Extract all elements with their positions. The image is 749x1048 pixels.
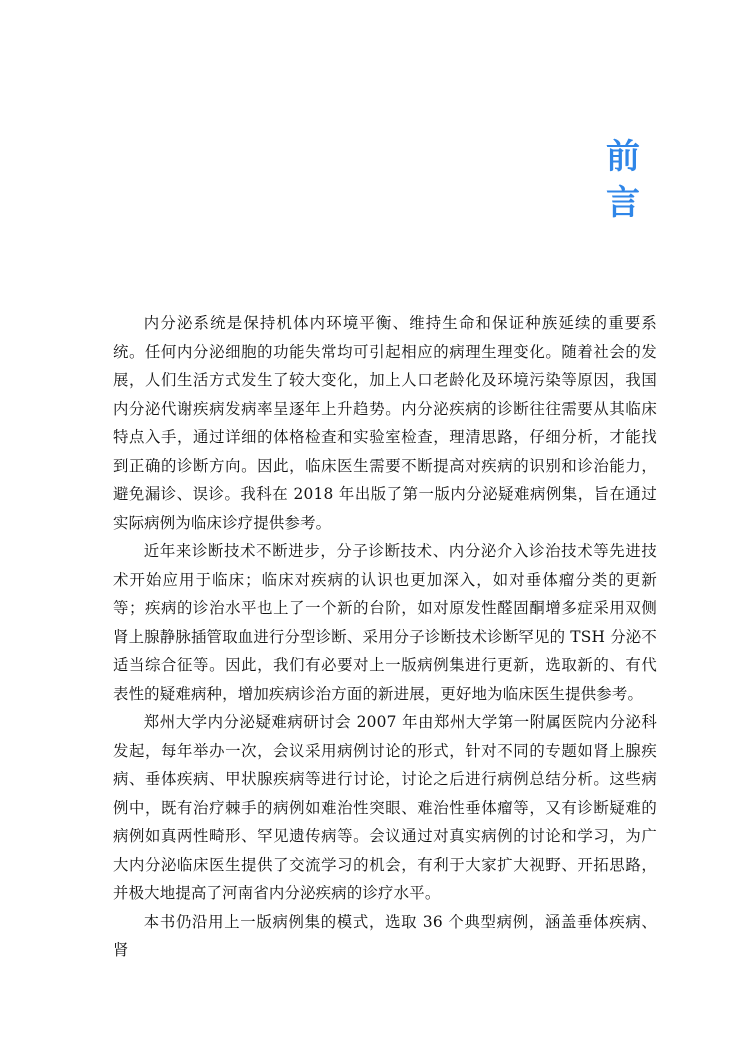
paragraph-4: 本书仍沿用上一版病例集的模式，选取 36 个典型病例，涵盖垂体疾病、肾 [113, 912, 657, 959]
paragraph-3: 郑州大学内分泌疑难病研讨会 2007 年由郑州大学第一附属医院内分泌科发起，每年举办一次，会议采用病例讨论的形式，针对不同的专题如肾上腺疾病、垂体疾病、甲状腺疾病等进行讨论，讨论之后进行病例总结分析。这些病例中，既有治疗棘手的病例如难治性突眼、难治性垂体瘤等，又有诊断疑难的病例如真两性畸形、罕见遗传病等。会议通过对真实病例的讨论和学习，为广大内分泌临床医生提供了交流学习的机会，有利于大家扩大视野、开拓思路，并极大地提高了河南省内分泌疾病的诊疗水平。 [113, 713, 657, 902]
paragraph-2: 近年来诊断技术不断进步，分子诊断技术、内分泌介入诊治技术等先进技术开始应用于临床；临床对疾病的认识也更加深入，如对垂体瘤分类的更新等；疾病的诊治水平也上了一个新的台阶，如对原发性醛固酮增多症采用双侧肾上腺静脉插管取血进行分型诊断、采用分子诊断技术诊断罕见的 TSH 分泌不适当综合征等。因此，我们有必要对上一版病例集进行更新，选取新的、有代表性的疑难病种，增加疾病诊治方面的新进展，更好地为临床医生提供参考。 [113, 542, 657, 703]
preface-body [113, 309, 657, 965]
paragraph-1: 内分泌系统是保持机体内环境平衡、维持生命和保证种族延续的重要系统。任何内分泌细胞的功能失常均可引起相应的病理生理变化。随着社会的发展，人们生活方式发生了较大变化，加上人口老龄化及环境污染等原因，我国内分泌代谢疾病发病率呈逐年上升趋势。内分泌疾病的诊断往往需要从其临床特点入手，通过详细的体格检查和实验室检查，理清思路，仔细分析，才能找到正确的诊断方向。因此，临床医生需要不断提高对疾病的识别和诊治能力，避免漏诊、误诊。我科在 2018 年出版了第一版内分泌疑难病例集，旨在通过实际病例为临床诊疗提供参考。 [113, 314, 657, 532]
preface-heading [603, 134, 643, 226]
heading-char-1: 前 [606, 137, 640, 177]
heading-char-2: 言 [606, 183, 640, 223]
